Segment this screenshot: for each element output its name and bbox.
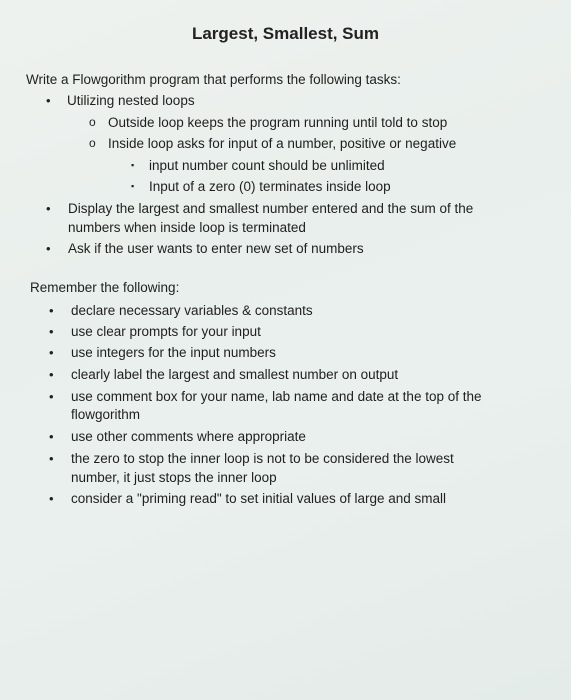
bullet-square-icon: ▪ <box>131 181 135 191</box>
remember-item-continued: flowgorithm <box>71 407 141 422</box>
task-display-line1: Display the largest and smallest number entered and the sum of the <box>68 201 474 216</box>
remember-heading: Remember the following: <box>30 280 180 295</box>
bullet-hollow-icon: o <box>89 136 96 150</box>
remember-item: consider a "priming read" to set initial values of large and small <box>71 491 447 506</box>
task-outside-loop: Outside loop keeps the program running until told to stop <box>108 115 448 130</box>
page-title: Largest, Smallest, Sum <box>191 24 380 43</box>
task-inside-loop: Inside loop asks for input of a number, positive or negative <box>108 136 457 151</box>
remember-item: use clear prompts for your input <box>71 324 261 339</box>
remember-item-continued: number, it just stops the inner loop <box>71 470 277 485</box>
remember-item: declare necessary variables & constants <box>71 303 313 318</box>
bullet-filled-icon: • <box>46 93 51 108</box>
remember-item: clearly label the largest and smallest number on output <box>71 367 399 382</box>
task-count-unlimited: input number count should be unlimited <box>149 158 385 173</box>
task-nested-loops: Utilizing nested loops <box>67 93 195 108</box>
intro-text: Write a Flowgorithm program that performs the following tasks: <box>26 72 401 87</box>
remember-item: use integers for the input numbers <box>71 345 276 360</box>
remember-item: use comment box for your name, lab name and date at the top of the <box>71 389 482 404</box>
task-display-line2: numbers when inside loop is terminated <box>68 220 306 235</box>
bullet-hollow-icon: o <box>89 115 96 129</box>
task-zero-terminates: Input of a zero (0) terminates inside loop <box>149 179 391 194</box>
bullet-filled-icon: • <box>49 429 54 444</box>
bullet-filled-icon: • <box>49 367 54 382</box>
bullet-filled-icon: • <box>49 303 54 318</box>
bullet-filled-icon: • <box>46 201 51 216</box>
bullet-filled-icon: • <box>49 345 54 360</box>
remember-item: the zero to stop the inner loop is not to be considered the lowest <box>71 451 454 466</box>
task-ask-new-set: Ask if the user wants to enter new set of numbers <box>68 241 364 256</box>
bullet-filled-icon: • <box>49 451 54 466</box>
bullet-square-icon: ▪ <box>131 160 135 170</box>
bullet-filled-icon: • <box>49 389 54 404</box>
bullet-filled-icon: • <box>49 491 54 506</box>
bullet-filled-icon: • <box>49 324 54 339</box>
remember-item: use other comments where appropriate <box>71 429 306 444</box>
bullet-filled-icon: • <box>46 241 51 256</box>
